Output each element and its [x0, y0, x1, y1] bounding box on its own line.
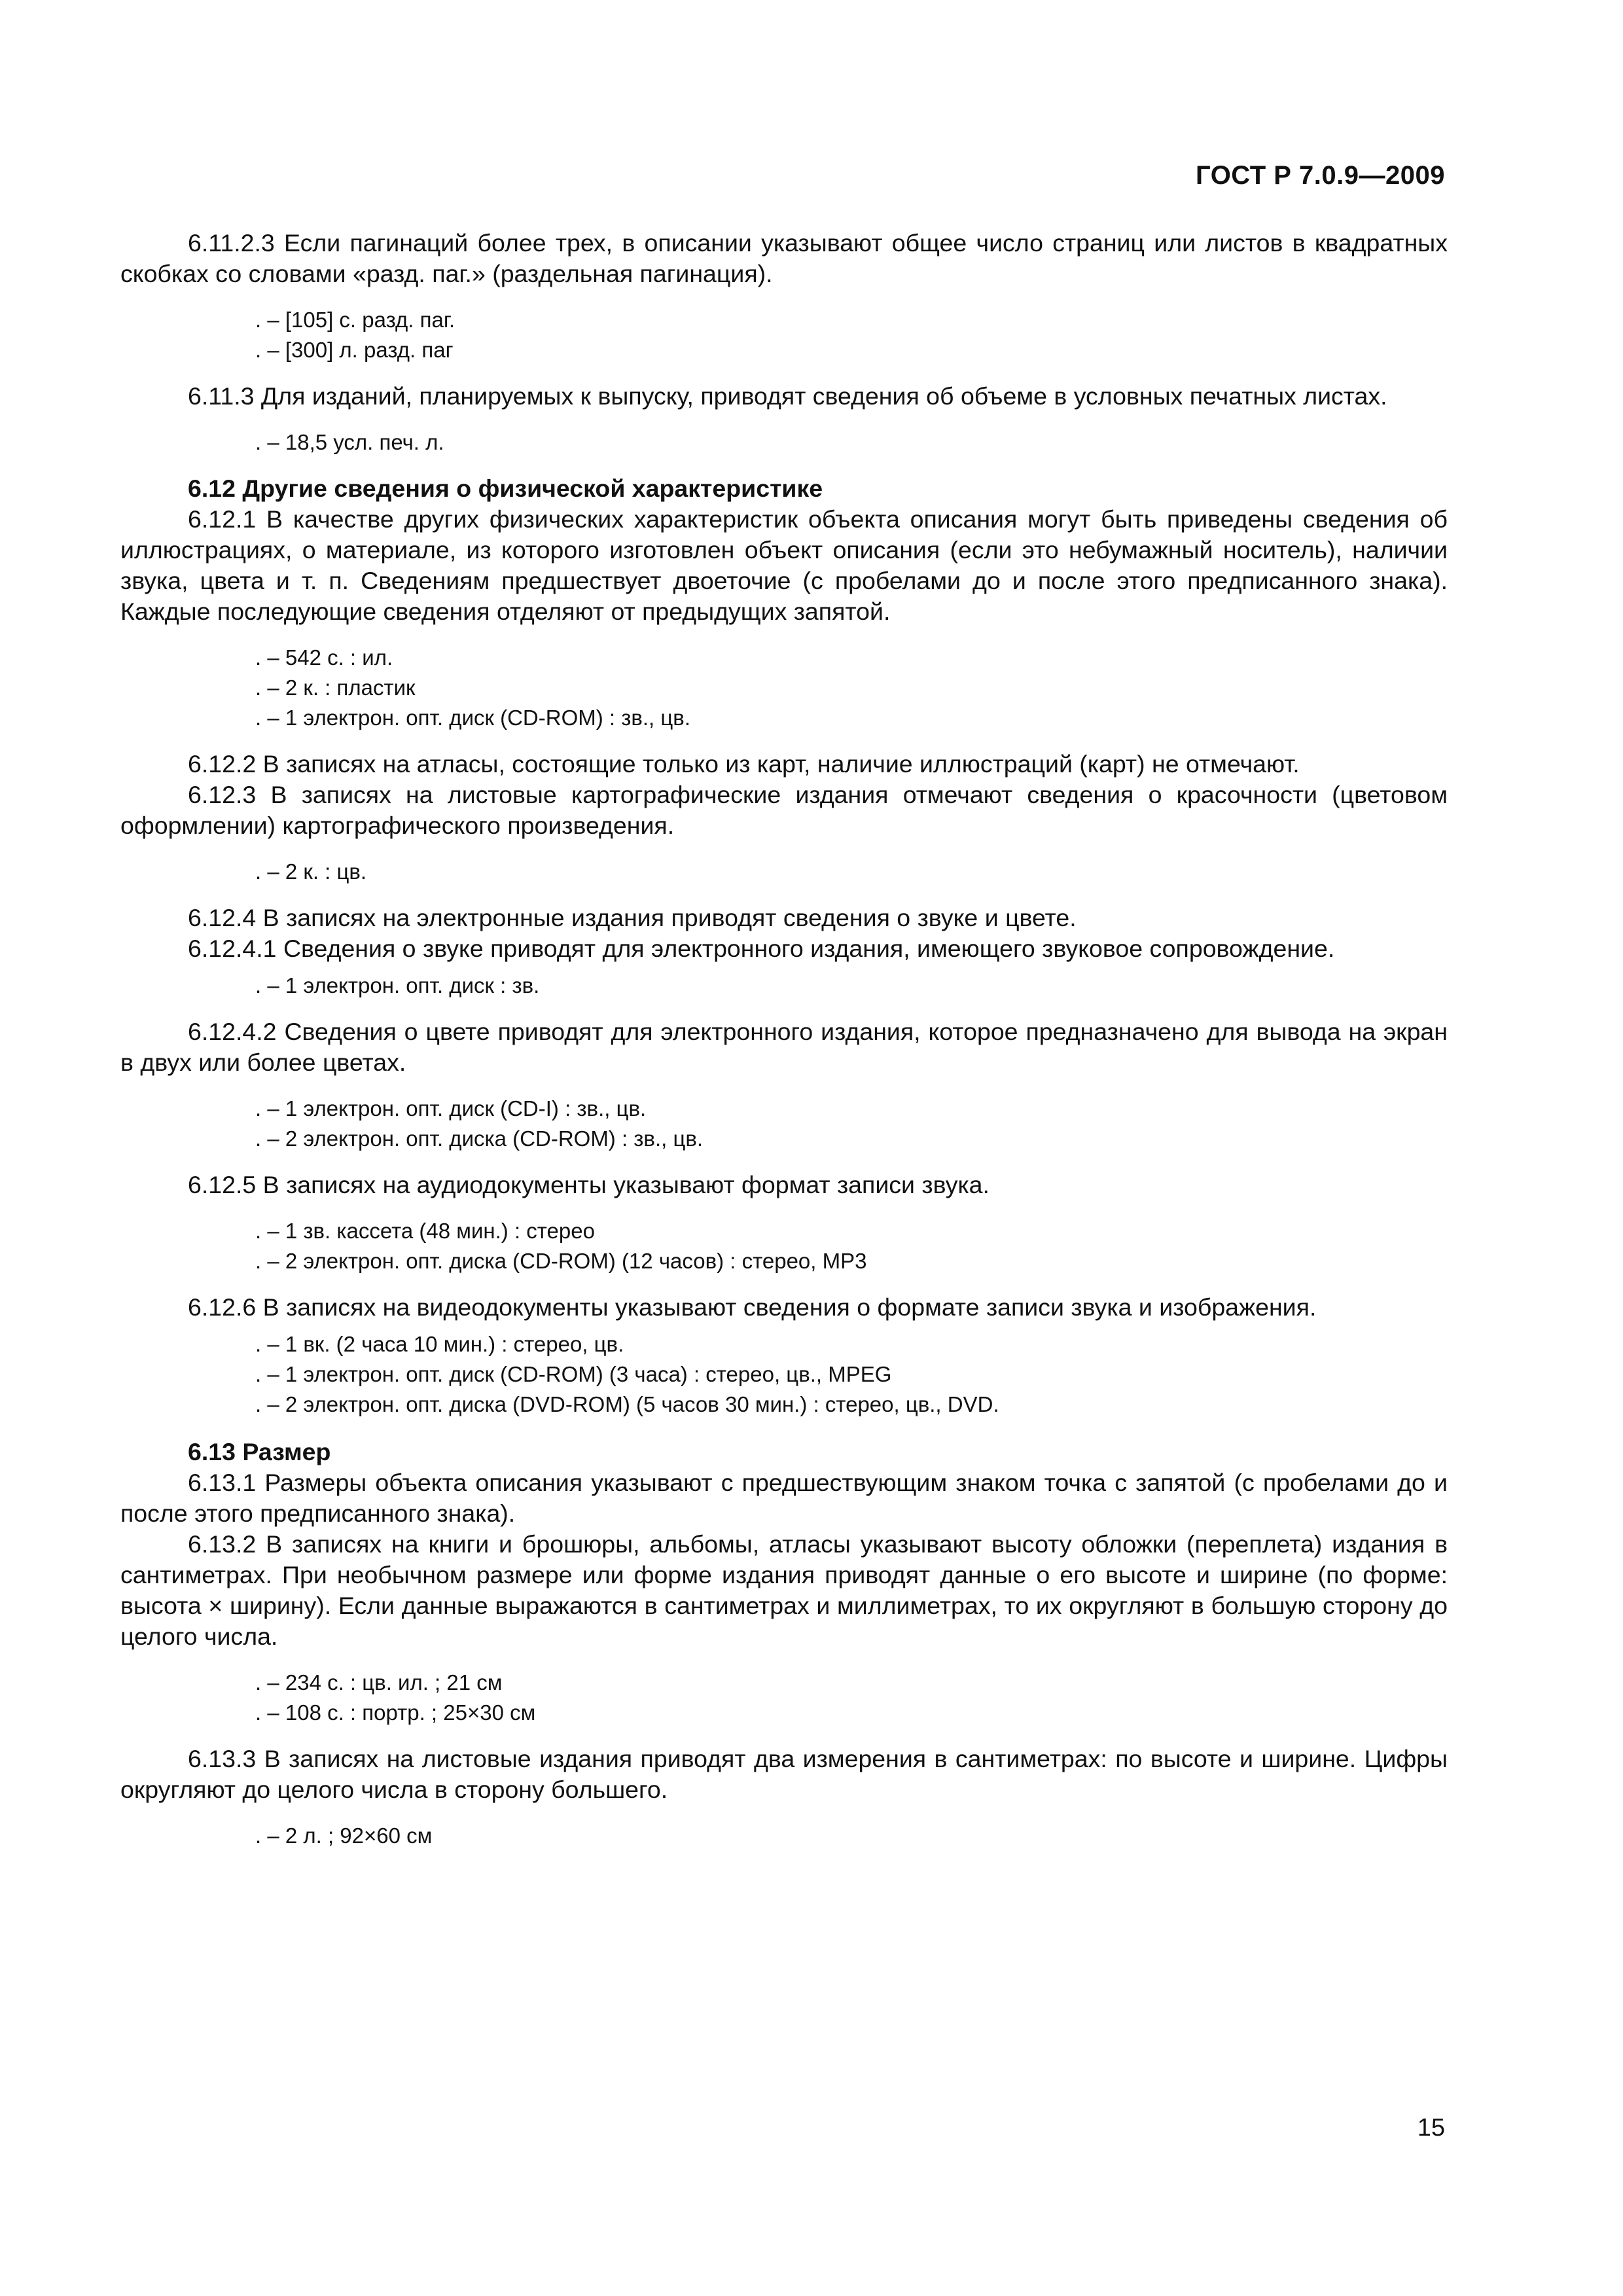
clause-6-12-4: 6.12.4 В записях на электронные издания приводят сведения о звуке и цвете.: [188, 904, 1077, 931]
example-group: [120, 1821, 1448, 1851]
clause-6-12-5: 6.12.5 В записях на аудиодокументы указывают формат записи звука.: [188, 1171, 990, 1198]
example-line: . – 2 электрон. опт. диска (CD-ROM) : зв., цв.: [255, 1126, 704, 1151]
section-heading-6-13: 6.13 Размер: [188, 1438, 331, 1465]
example-line: . – 2 электрон. опт. диска (CD-ROM) (12 часов) : стерео, MP3: [255, 1249, 867, 1273]
example-line: . – 1 электрон. опт. диск (CD-ROM) : зв., цв.: [255, 706, 690, 730]
page-number: 15: [1417, 2114, 1445, 2142]
clause-6-12-6: 6.12.6 В записях на видеодокументы указывают сведения о формате записи звука и изображения.: [188, 1293, 1317, 1321]
example-group: [120, 1216, 1448, 1276]
example-line: . – 1 зв. кассета (48 мин.) : стерео: [255, 1219, 595, 1243]
example-line: . – 1 электрон. опт. диск (CD-ROM) (3 часа) : стерео, цв., MPEG: [255, 1362, 892, 1386]
section-heading-6-12: 6.12 Другие сведения о физической характеристике: [188, 475, 823, 502]
example-line: . – 234 с. : цв. ил. ; 21 см: [255, 1670, 503, 1695]
example-line: . – 2 л. ; 92×60 см: [255, 1823, 433, 1848]
example-line: . – 2 к. : цв.: [255, 859, 367, 884]
example-group: [120, 971, 1448, 1001]
example-group: [120, 643, 1448, 733]
example-group: [120, 1329, 1448, 1420]
clause-6-12-1: 6.12.1 В качестве других физических характеристик объекта описания могут быть приведены сведения об иллюстрациях, о материале, из которого изготовлен объект описания (если это небумажный носитель), наличии звука, цвета и т. п. Сведениям предшествует двоеточие (с пробелами до и после этого предписанного знака). Каждые последующие сведения отделяют от предыдущих запятой.: [120, 505, 1448, 625]
example-line: . – [300] л. разд. паг: [255, 338, 454, 362]
example-line: . – 1 электрон. опт. диск (CD-I) : зв., цв.: [255, 1096, 647, 1121]
clause-6-13-3: 6.13.3 В записях на листовые издания приводят два измерения в сантиметрах: по высоте и ширине. Цифры округляют до целого числа в сторону большего.: [120, 1745, 1448, 1803]
example-line: . – 1 электрон. опт. диск : зв.: [255, 973, 540, 997]
clause-6-12-3: 6.12.3 В записях на листовые картографические издания отмечают сведения о красочности (цветовом оформлении) картографического произведения.: [120, 781, 1448, 839]
example-group: [120, 1668, 1448, 1728]
clause-6-13-2: 6.13.2 В записях на книги и брошюры, альбомы, атласы указывают высоту обложки (переплета) издания в сантиметрах. При необычном размере или форме издания приводят данные о его высоте и ширине (по форме: высота × ширину). Если данные выражаются в сантиметрах и миллиметрах, то их округляют в большую сторону до целого числа.: [120, 1530, 1448, 1650]
example-group: [120, 1094, 1448, 1154]
clause-6-12-4-1: 6.12.4.1 Сведения о звуке приводят для электронного издания, имеющего звуковое сопровождение.: [188, 935, 1335, 962]
clause-6-12-4-2: 6.12.4.2 Сведения о цвете приводят для электронного издания, которое предназначено для вывода на экран в двух или более цветах.: [120, 1018, 1448, 1076]
example-line: . – 18,5 усл. печ. л.: [255, 430, 444, 454]
clause-6-13-1: 6.13.1 Размеры объекта описания указывают с предшествующим знаком точка с запятой (с пробелами до и после этого предписанного знака).: [120, 1469, 1448, 1527]
example-line: . – [105] с. разд. паг.: [255, 308, 455, 332]
example-group: [120, 857, 1448, 887]
clause-6-11-2-3: 6.11.2.3 Если пагинаций более трех, в описании указывают общее число страниц или листов в квадратных скобках со словами «разд. паг.» (раздельная пагинация).: [120, 229, 1448, 287]
page-body: [120, 228, 1448, 1867]
example-line: . – 2 электрон. опт. диска (DVD-ROM) (5 часов 30 мин.) : стерео, цв., DVD.: [255, 1392, 999, 1416]
clause-6-11-3: 6.11.3 Для изданий, планируемых к выпуску, приводят сведения об объеме в условных печатных листах.: [188, 382, 1387, 410]
example-group: [120, 427, 1448, 457]
example-line: . – 108 с. : портр. ; 25×30 см: [255, 1700, 536, 1725]
standard-header: ГОСТ Р 7.0.9—2009: [1196, 161, 1445, 190]
example-line: . – 1 вк. (2 часа 10 мин.) : стерео, цв.: [255, 1332, 624, 1356]
example-line: . – 542 с. : ил.: [255, 645, 393, 670]
clause-6-12-2: 6.12.2 В записях на атласы, состоящие только из карт, наличие иллюстраций (карт) не отмечают.: [188, 750, 1300, 778]
example-line: . – 2 к. : пластик: [255, 675, 416, 700]
example-group: [120, 305, 1448, 365]
